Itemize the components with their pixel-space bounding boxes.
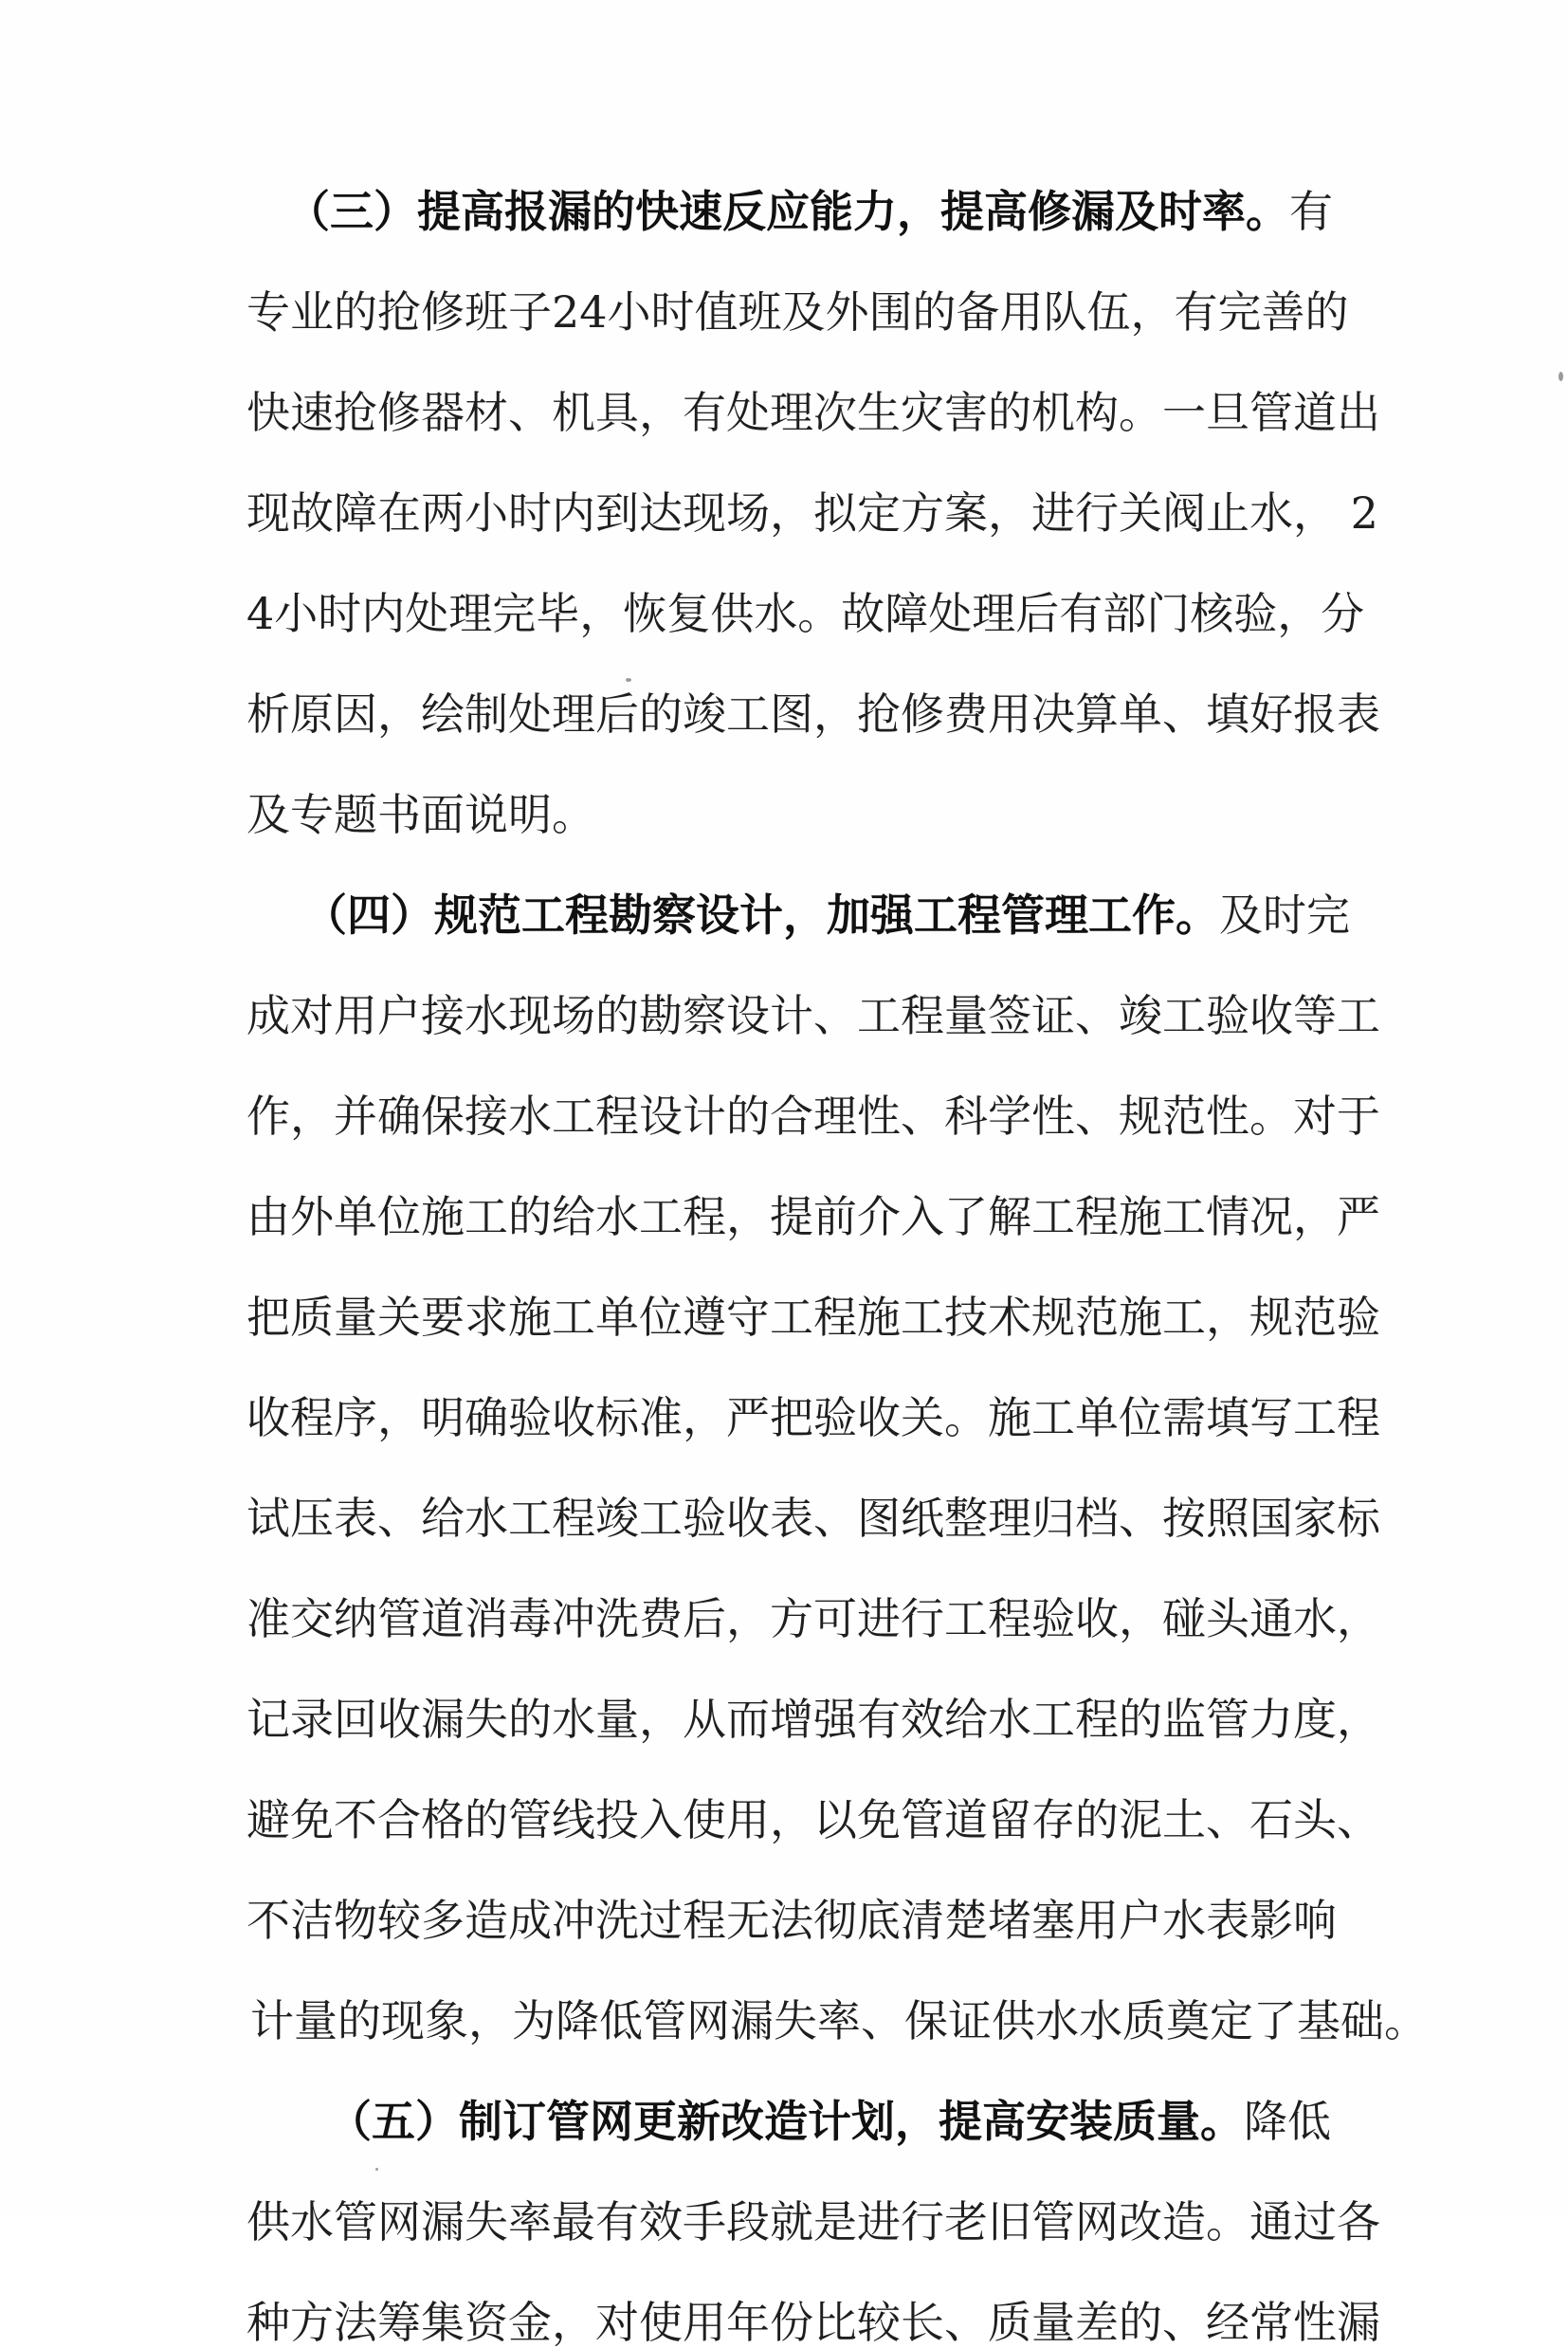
paragraph-4-line-8: 准交纳管道消毒冲洗费后，方可进行工程验收，碰头通水， [246, 1593, 1380, 1644]
paragraph-4-line-3: 作，并确保接水工程设计的合理性、科学性、规范性。对于 [246, 1091, 1380, 1142]
paragraph-5-line-3: 种方法筹集资金，对使用年份比较长、质量差的、经常性漏 [246, 2297, 1380, 2348]
paragraph-4-line-2: 成对用户接水现场的勘察设计、工程量签证、竣工验收等工 [246, 990, 1380, 1041]
paragraph-4-line-12: 计量的现象，为降低管网漏失率、保证供水水质奠定了基础。 [250, 1995, 1428, 2046]
paragraph-3-line-1: （三）提高报漏的快速反应能力，提高修漏及时率。有 [286, 186, 1333, 237]
paragraph-4-line-5: 把质量关要求施工单位遵守工程施工技术规范施工，规范验 [246, 1292, 1380, 1343]
paragraph-3-line-5: 4小时内处理完毕，恢复供水。故障处理后有部门核验，分 [246, 588, 1365, 639]
paragraph-5-line-1: （五）制订管网更新改造计划，提高安装质量。降低 [328, 2096, 1331, 2147]
paragraph-4-line-11: 不洁物较多造成冲洗过程无法彻底清楚堵塞用户水表影响 [246, 1895, 1337, 1946]
scan-speck [375, 2168, 378, 2171]
heading-3: （三）提高报漏的快速反应能力，提高修漏及时率。 [286, 186, 1289, 237]
paragraph-3-line-7: 及专题书面说明。 [246, 789, 595, 840]
paragraph-3-line-6: 析原因，绘制处理后的竣工图，抢修费用决算单、填好报表 [246, 688, 1380, 740]
paragraph-3-line-4: 现故障在两小时内到达现场，拟定方案，进行关阀止水， 2 [246, 487, 1378, 539]
paragraph-3-line-3: 快速抢修器材、机具，有处理次生灾害的机构。一旦管道出 [246, 387, 1380, 438]
paragraph-4-line-7: 试压表、给水工程竣工验收表、图纸整理归档、按照国家标 [246, 1493, 1380, 1544]
paragraph-4-line-10: 避免不合格的管线投入使用，以免管道留存的泥土、石头、 [246, 1794, 1380, 1845]
scan-speck [626, 678, 631, 682]
heading-4: （四）规范工程勘察设计，加强工程管理工作。 [303, 890, 1219, 941]
paragraph-4-line-9: 记录回收漏失的水量，从而增强有效给水工程的监管力度， [246, 1694, 1380, 1745]
paragraph-5-line-2: 供水管网漏失率最有效手段就是进行老旧管网改造。通过各 [246, 2196, 1380, 2247]
paragraph-4-line-6: 收程序，明确验收标准，严把验收关。施工单位需填写工程 [246, 1392, 1380, 1443]
paragraph-4-line-1: （四）规范工程勘察设计，加强工程管理工作。及时完 [303, 890, 1350, 941]
scan-speck [1559, 372, 1563, 381]
paragraph-3-line-2: 专业的抢修班子24小时值班及外围的备用队伍，有完善的 [246, 286, 1349, 338]
paragraph-4-line-4: 由外单位施工的给水工程，提前介入了解工程施工情况，严 [246, 1191, 1380, 1242]
heading-5: （五）制订管网更新改造计划，提高安装质量。 [328, 2096, 1244, 2147]
